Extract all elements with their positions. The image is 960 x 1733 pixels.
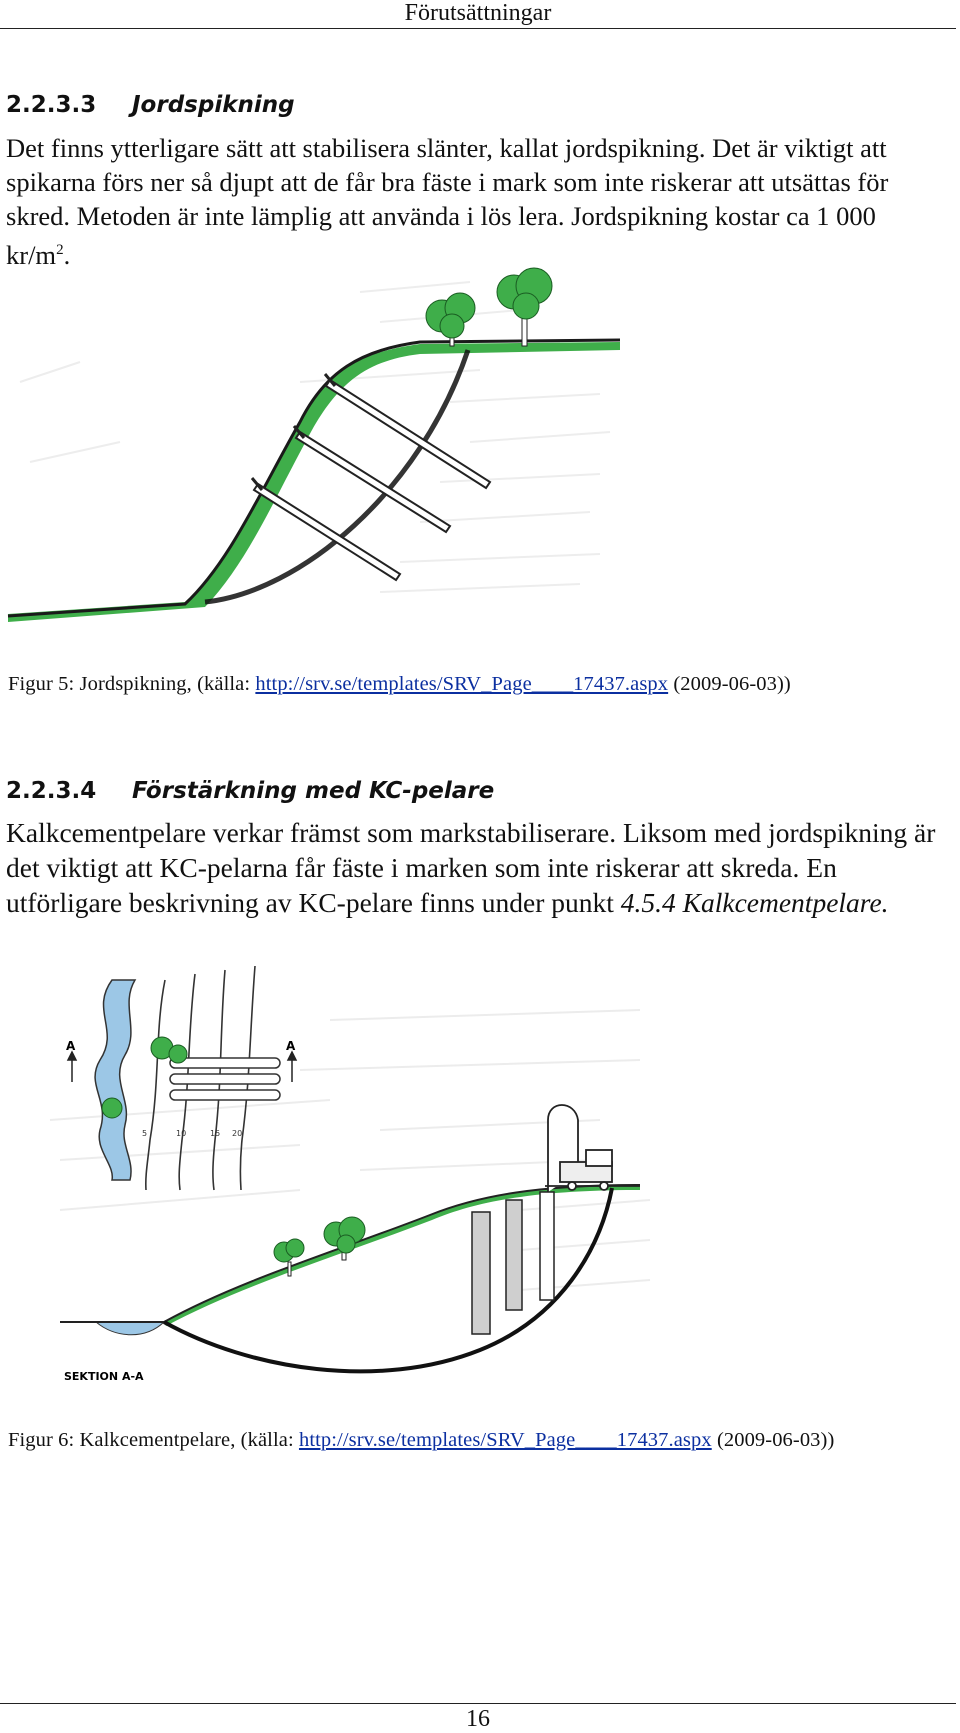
- kc-column: [472, 1212, 490, 1334]
- section-title: Jordspikning: [132, 92, 295, 118]
- section-number: 2.2.3.4: [6, 778, 97, 804]
- contour-labels: [142, 1129, 242, 1138]
- tree-icon: [426, 293, 475, 346]
- figure5-caption: [8, 673, 791, 696]
- section-marker-right: A: [286, 1039, 296, 1053]
- figure-soil-nailing: [0, 262, 640, 652]
- contour-label: 20: [232, 1129, 243, 1138]
- kc-column: [540, 1192, 554, 1300]
- superscript: 2: [56, 242, 64, 258]
- section-heading-jordspikning: [6, 92, 295, 118]
- column-row: [170, 1074, 280, 1084]
- grass-surface: [8, 342, 620, 622]
- source-link[interactable]: http://srv.se/templates/SRV_Page____17437.aspx: [255, 673, 669, 695]
- page-header: [0, 0, 956, 29]
- page-number: 16: [466, 1706, 490, 1732]
- kc-column: [506, 1200, 522, 1310]
- tree-icon: [497, 268, 552, 346]
- drilling-rig-icon: [545, 1105, 640, 1192]
- contour-label: 15: [210, 1129, 221, 1138]
- river: [95, 980, 135, 1180]
- section-title: Förstärkning med KC-pelare: [132, 778, 495, 804]
- source-link[interactable]: http://srv.se/templates/SRV_Page____17437.aspx: [298, 1429, 712, 1451]
- paragraph-text: Kalkcementpelare verkar främst som markstabiliserare. Liksom med jordspikning är det viktigt att KC-pelarna får fäste i marken som inte riskerar att skreda. En utförligare beskrivning av KC-pelare finns under punkt: [6, 817, 936, 918]
- figure-lime-cement-columns: [0, 950, 680, 1420]
- paragraph-end: .: [63, 239, 71, 270]
- column-row: [170, 1058, 280, 1068]
- section-number: 2.2.3.3: [6, 92, 97, 118]
- paragraph-kc-pelare: [6, 815, 946, 920]
- header-title: Förutsättningar: [404, 0, 552, 26]
- figure6-caption: [8, 1429, 834, 1452]
- column-rows: [170, 1058, 280, 1100]
- column-row: [170, 1090, 280, 1100]
- caption-text: Figur 6: Kalkcementpelare, (källa:: [8, 1429, 299, 1451]
- footer-divider: [0, 1703, 956, 1704]
- tree-icon: [151, 1037, 187, 1063]
- soil-nails: [254, 380, 490, 580]
- caption-date: (2009-06-03)): [711, 1429, 835, 1451]
- section-marker-left: A: [66, 1039, 76, 1053]
- tree-icon: [102, 1098, 122, 1118]
- section-label: SEKTION A-A: [64, 1370, 144, 1383]
- paragraph-text: Det finns ytterligare sätt att stabilisera slänter, kallat jordspikning. Det är viktigt att spikarna förs ner så djupt att de får bra fäste i mark som inte riskerar att utsättas för skred. Metoden är inte lämplig att använda i lös lera. Jordspikning kostar ca 1 000 kr/m: [6, 133, 889, 270]
- caption-text: Figur 5: Jordspikning, (källa:: [8, 673, 256, 695]
- cross-reference: 4.5.4 Kalkcementpelare.: [620, 887, 889, 918]
- caption-date: (2009-06-03)): [668, 673, 791, 695]
- section-heading-kc-pelare: [6, 778, 494, 804]
- contour-label: 10: [176, 1129, 187, 1138]
- paragraph-jordspikning: [6, 131, 946, 272]
- water-body: [96, 1322, 164, 1335]
- contour-label: 5: [142, 1129, 148, 1138]
